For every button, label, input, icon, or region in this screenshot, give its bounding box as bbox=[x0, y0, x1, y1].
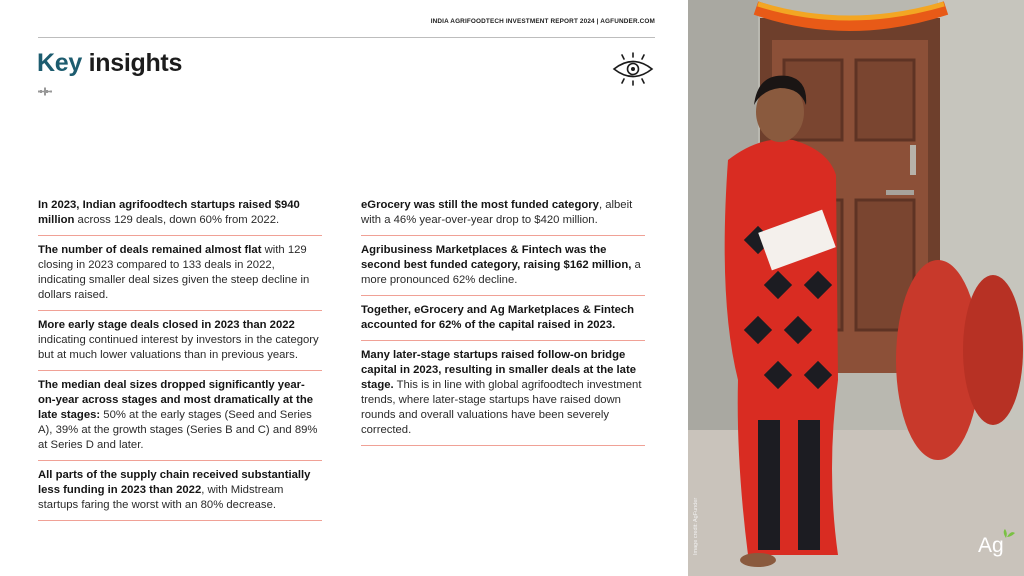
insight-bold: Together, eGrocery and Ag Marketplaces & Fintech accounted for 62% of the capital raised in 2023. bbox=[361, 304, 635, 331]
insight-bold: All parts of the supply chain received substantially less funding in 2023 than 2022 bbox=[38, 469, 311, 496]
page-title-rest: insights bbox=[81, 49, 183, 77]
insight-item bbox=[38, 378, 322, 461]
insight-text: with 129 closing in 2023 compared to 133 deals in 2022, indicating smaller deal sizes given the steep decline in dollars raised. bbox=[38, 244, 310, 301]
insight-item bbox=[361, 243, 645, 296]
farmer-photo bbox=[688, 0, 1024, 576]
insight-text: a more pronounced 62% decline. bbox=[361, 259, 641, 286]
insight-item bbox=[38, 243, 322, 311]
eye-icon bbox=[611, 52, 655, 86]
insight-bold: The number of deals remained almost flat bbox=[38, 244, 262, 256]
report-header: INDIA AGRIFOODTECH INVESTMENT REPORT 2024 | AGFUNDER.COM bbox=[430, 18, 655, 25]
insight-text: 50% at the early stages (Seed and Series A), 39% at the growth stages (Series B and C) and 89% at Series D and later. bbox=[38, 409, 318, 451]
insight-bold: The median deal sizes dropped significantly year-on-year across stages and most dramatically at the late stages: bbox=[38, 379, 313, 421]
header-divider bbox=[38, 37, 655, 38]
insight-item bbox=[38, 198, 322, 236]
insight-text: , albeit with a 46% year-over-year drop to $420 million. bbox=[361, 199, 633, 226]
insight-item bbox=[361, 348, 645, 446]
page-title bbox=[37, 49, 182, 78]
insight-text: indicating continued interest by investors in the category but at much lower valuations than in previous years. bbox=[38, 334, 319, 361]
insight-text: , with Midstream startups faring the worst with an 80% decrease. bbox=[38, 484, 284, 511]
insight-bold: Many later-stage startups raised follow-on bridge capital in 2023, resulting in smaller deals at the late stage. bbox=[361, 349, 636, 391]
logo-text: Ag bbox=[978, 534, 1004, 557]
insight-item bbox=[361, 198, 645, 236]
insight-item bbox=[38, 468, 322, 521]
insight-text: across 129 deals, down 60% from 2022. bbox=[74, 214, 280, 226]
insight-text: This is in line with global agrifoodtech investment trends, where later-stage startups have raised down rounds and overall valuations have been severely corrected. bbox=[361, 379, 642, 436]
sound-wave-icon bbox=[38, 87, 52, 96]
insight-item bbox=[38, 318, 322, 371]
insight-item bbox=[361, 303, 645, 341]
insights-left-column bbox=[38, 198, 322, 528]
photo-credit: Image credit: AgFunder bbox=[693, 497, 699, 555]
insight-bold: Agribusiness Marketplaces & Fintech was the second best funded category, raising $162 million, bbox=[361, 244, 632, 271]
photo-illustration bbox=[688, 0, 1024, 576]
agfunder-logo bbox=[976, 528, 1016, 562]
insight-bold: eGrocery was still the most funded category bbox=[361, 199, 599, 211]
insights-right-column bbox=[361, 198, 645, 453]
page-title-accent: Key bbox=[37, 49, 82, 77]
insight-bold: More early stage deals closed in 2023 than 2022 bbox=[38, 319, 295, 331]
insight-bold: In 2023, Indian agrifoodtech startups raised $940 million bbox=[38, 199, 300, 226]
